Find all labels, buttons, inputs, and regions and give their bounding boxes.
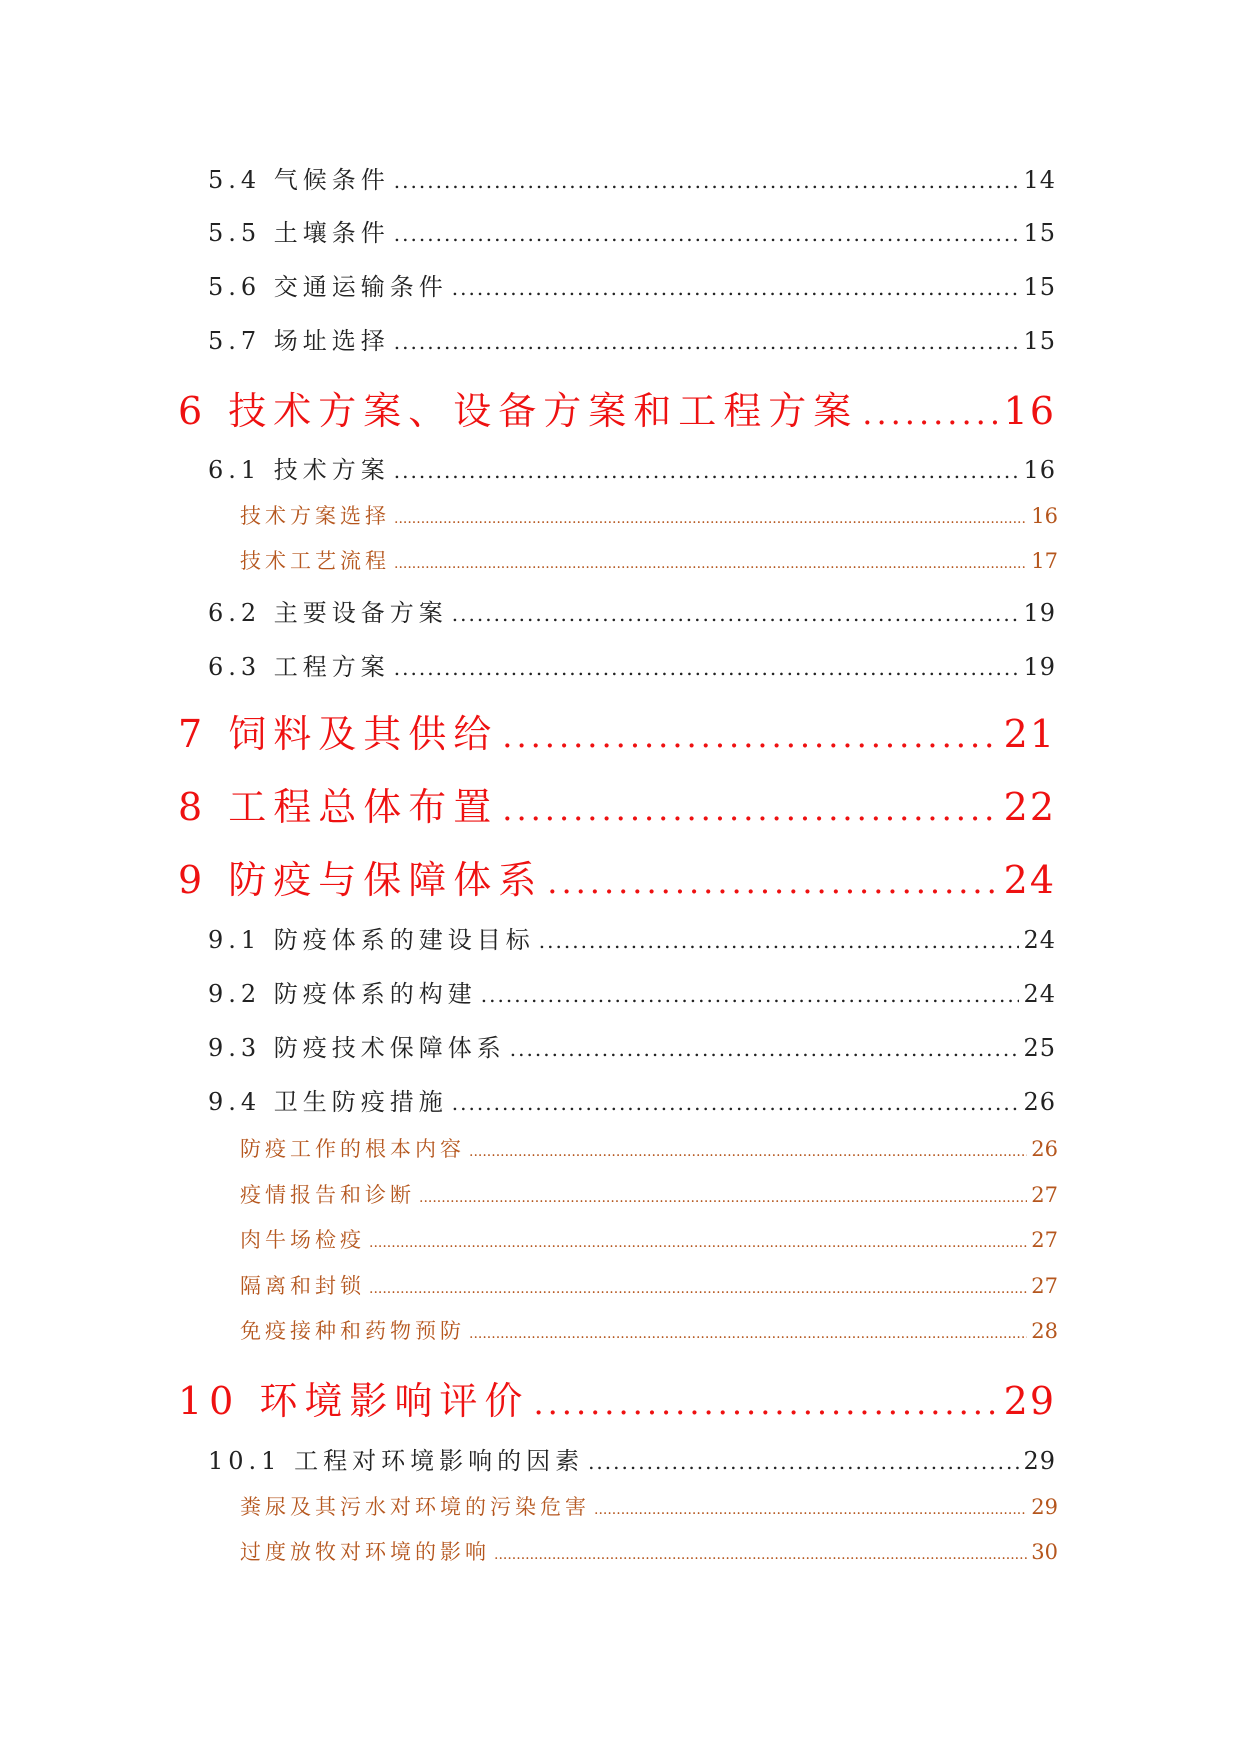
- toc-page-number: 16: [1023, 456, 1056, 484]
- toc-page-number: 29: [1003, 1379, 1056, 1423]
- toc-subentry[interactable]: [240, 1270, 1058, 1302]
- toc-entry-6-2[interactable]: [208, 593, 1056, 633]
- toc-page-number: 29: [1031, 1495, 1058, 1519]
- dot-leader: [481, 983, 1020, 1007]
- toc-subentry[interactable]: [240, 1179, 1058, 1211]
- toc-page-number: 17: [1031, 549, 1058, 573]
- toc-entry-9-1[interactable]: [208, 920, 1056, 960]
- dot-leader: [502, 717, 999, 755]
- toc-chapter-label: 6 技术方案、设备方案和工程方案: [178, 389, 859, 433]
- toc-page-number: 26: [1031, 1137, 1058, 1161]
- toc-entry-5-6[interactable]: [208, 267, 1056, 307]
- dot-leader: [394, 656, 1020, 680]
- dot-leader: [494, 1547, 1027, 1563]
- toc-page-number: 16: [1003, 389, 1056, 433]
- toc-page-number: 21: [1003, 712, 1056, 756]
- toc-page-number: 29: [1023, 1447, 1056, 1475]
- toc-entry-9-3[interactable]: [208, 1028, 1056, 1068]
- toc-chapter-10[interactable]: [178, 1370, 1056, 1426]
- dot-leader: [452, 276, 1020, 300]
- toc-subentry-label: 肉牛场检疫: [240, 1228, 365, 1252]
- dot-leader: [547, 863, 999, 901]
- toc-chapter-9[interactable]: [178, 849, 1056, 905]
- toc-subentry[interactable]: [240, 1133, 1058, 1165]
- toc-subentry-label: 技术方案选择: [240, 504, 390, 528]
- dot-leader: [588, 1450, 1019, 1474]
- toc-entry-9-4[interactable]: [208, 1082, 1056, 1122]
- toc-chapter-7[interactable]: [178, 703, 1056, 759]
- toc-entry-5-4[interactable]: [208, 160, 1056, 200]
- dot-leader: [394, 169, 1020, 193]
- dot-leader: [394, 459, 1020, 483]
- toc-chapter-label: 7 饲料及其供给: [178, 712, 499, 756]
- toc-subentry[interactable]: [240, 545, 1058, 577]
- toc-page-number: 27: [1031, 1183, 1058, 1207]
- toc-chapter-label: 8 工程总体布置: [178, 785, 499, 829]
- toc-page-number: 27: [1031, 1274, 1058, 1298]
- toc-entry-label: 5.4 气候条件: [208, 166, 390, 194]
- toc-page-number: 25: [1023, 1034, 1056, 1062]
- dot-leader: [594, 1502, 1027, 1518]
- toc-page-number: 14: [1023, 166, 1056, 194]
- toc-subentry[interactable]: [240, 1491, 1058, 1523]
- dot-leader: [533, 1384, 999, 1422]
- toc-page-number: 22: [1003, 785, 1056, 829]
- dot-leader: [452, 602, 1020, 626]
- toc-page-number: 24: [1023, 980, 1056, 1008]
- toc-subentry-label: 过度放牧对环境的影响: [240, 1540, 490, 1564]
- toc-page-number: 15: [1023, 327, 1056, 355]
- toc-page-number: 19: [1023, 653, 1056, 681]
- toc-subentry-label: 免疫接种和药物预防: [240, 1319, 465, 1343]
- toc-subentry-label: 疫情报告和诊断: [240, 1183, 415, 1207]
- toc-chapter-label: 10 环境影响评价: [178, 1379, 530, 1423]
- toc-entry-label: 6.2 主要设备方案: [208, 599, 448, 627]
- toc-subentry-label: 防疫工作的根本内容: [240, 1137, 465, 1161]
- dot-leader: [369, 1235, 1027, 1251]
- toc-subentry-label: 粪尿及其污水对环境的污染危害: [240, 1495, 590, 1519]
- toc-entry-label: 9.1 防疫体系的建设目标: [208, 926, 535, 954]
- dot-leader: [419, 1190, 1027, 1206]
- toc-entry-6-1[interactable]: [208, 450, 1056, 490]
- toc-entry-label: 9.2 防疫体系的构建: [208, 980, 477, 1008]
- toc-chapter-6[interactable]: [178, 380, 1056, 436]
- toc-entry-label: 9.3 防疫技术保障体系: [208, 1034, 506, 1062]
- toc-subentry-label: 技术工艺流程: [240, 549, 390, 573]
- toc-subentry-label: 隔离和封锁: [240, 1274, 365, 1298]
- dot-leader: [539, 929, 1020, 953]
- dot-leader: [394, 330, 1020, 354]
- dot-leader: [394, 556, 1027, 572]
- toc-entry-6-3[interactable]: [208, 647, 1056, 687]
- toc-page-number: 30: [1031, 1540, 1058, 1564]
- dot-leader: [469, 1144, 1027, 1160]
- toc-entry-label: 9.4 卫生防疫措施: [208, 1088, 448, 1116]
- toc-page-number: 16: [1031, 504, 1058, 528]
- toc-subentry[interactable]: [240, 500, 1058, 532]
- dot-leader: [862, 394, 999, 432]
- toc-page-number: 28: [1031, 1319, 1058, 1343]
- toc-page-number: 26: [1023, 1088, 1056, 1116]
- toc-entry-label: 6.1 技术方案: [208, 456, 390, 484]
- toc-chapter-8[interactable]: [178, 776, 1056, 832]
- toc-subentry[interactable]: [240, 1315, 1058, 1347]
- toc-page-number: 27: [1031, 1228, 1058, 1252]
- toc-subentry[interactable]: [240, 1224, 1058, 1256]
- toc-entry-label: 10.1 工程对环境影响的因素: [208, 1447, 585, 1475]
- toc-entry-5-5[interactable]: [208, 213, 1056, 253]
- toc-subentry[interactable]: [240, 1536, 1058, 1568]
- toc-entry-label: 6.3 工程方案: [208, 653, 390, 681]
- toc-page-number: 24: [1003, 858, 1056, 902]
- dot-leader: [394, 511, 1027, 527]
- toc-chapter-label: 9 防疫与保障体系: [178, 858, 544, 902]
- toc-page-number: 24: [1023, 926, 1056, 954]
- toc-entry-label: 5.7 场址选择: [208, 327, 390, 355]
- toc-page-number: 15: [1023, 273, 1056, 301]
- toc-page-number: 19: [1023, 599, 1056, 627]
- dot-leader: [469, 1326, 1027, 1342]
- toc-entry-9-2[interactable]: [208, 974, 1056, 1014]
- dot-leader: [502, 790, 999, 828]
- dot-leader: [394, 222, 1020, 246]
- toc-page-number: 15: [1023, 219, 1056, 247]
- dot-leader: [369, 1281, 1027, 1297]
- dot-leader: [452, 1091, 1020, 1115]
- toc-entry-label: 5.5 土壤条件: [208, 219, 390, 247]
- toc-entry-label: 5.6 交通运输条件: [208, 273, 448, 301]
- toc-entry-10-1[interactable]: [208, 1441, 1056, 1481]
- dot-leader: [510, 1037, 1020, 1061]
- toc-entry-5-7[interactable]: [208, 321, 1056, 361]
